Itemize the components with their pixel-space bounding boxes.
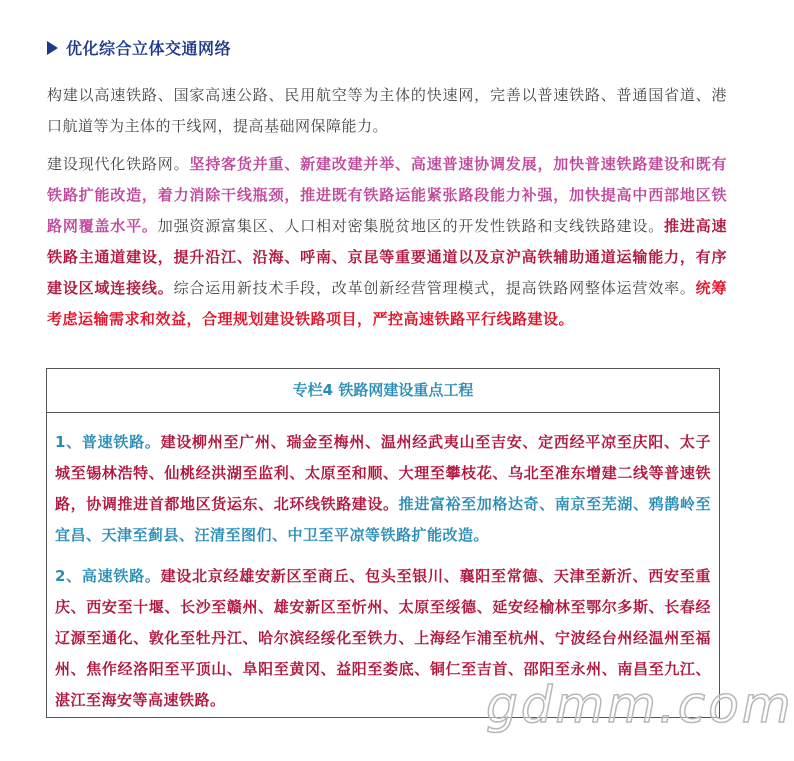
paragraph-text: 构建以高速铁路、国家高速公路、民用航空等为主体的快速网，完善以普速铁路、普通国省道、港口航道等为主体的干线网，提高基础网保障能力。: [47, 86, 727, 135]
railway-efficiency: 综合运用新技术手段，改革创新经营管理模式，提高铁路网整体运营效率。: [173, 279, 696, 297]
paragraph-transport-network: [47, 80, 727, 142]
section-heading: [47, 36, 231, 59]
section-heading-text: 优化综合立体交通网络: [66, 39, 232, 58]
item-label: 2、高速铁路。: [55, 567, 161, 585]
paragraph-railway-network: [47, 149, 727, 335]
railway-highlight-crimson: 推进高速铁路主通道建设，提升沿江、沿海、呼南、京昆等重要通道以及京沪高铁辅助通道运输能力，有序建设区域连接线。: [47, 217, 727, 297]
column-box: [46, 368, 720, 718]
watermark: gdmm.com: [486, 676, 794, 734]
item-text: 建设柳州至广州、瑞金至梅州、温州经武夷山至吉安、定西经平凉至庆阳、太子城至锡林浩特、仙桃经洪湖至监利、太原至和顺、大理至攀枝花、乌北至准东增建二线等普速铁路，协调推进首都地区货运东、北环线铁路建设。: [55, 433, 711, 513]
railway-highlight-red: 统筹考虑运输需求和效益，合理规划建设铁路项目，严控高速铁路平行线路建设。: [47, 279, 727, 328]
railway-highlight-pink: 坚持客货并重、新建改建并举、高速普速协调发展，加快普速铁路建设和既有铁路扩能改造，着力消除干线瓶颈，推进既有铁路运能紧张路段能力补强，加快提高中西部地区铁路网覆盖水平。: [47, 155, 727, 235]
item-tail: 推进富裕至加格达奇、南京至芜湖、鸦鹊岭至宜昌、天津至蓟县、汪清至图们、中卫至平凉等铁路扩能改造。: [55, 495, 711, 544]
column-box-body: [47, 413, 719, 716]
item-label: 1、普速铁路。: [55, 433, 161, 451]
railway-intro: 建设现代化铁路网。: [47, 155, 190, 173]
item-text: 建设北京经雄安新区至商丘、包头至银川、襄阳至常德、天津至新沂、西安至重庆、西安至十堰、长沙至赣州、雄安新区至忻州、太原至绥德、延安经榆林至鄂尔多斯、长春经辽源至通化、敦化至牡丹江、哈尔滨经绥化至铁力、上海经乍浦至杭州、宁波经台州经温州至福州、焦作经洛阳至平顶山、阜阳至黄冈、益阳至娄底、铜仁至吉首、邵阳至永州、南昌至九江、湛江至海安等高速铁路。: [55, 567, 711, 709]
arrow-right-icon: [47, 41, 58, 55]
column-item-conventional-rail: [55, 427, 711, 551]
railway-development: 加强资源富集区、人口相对密集脱贫地区的开发性铁路和支线铁路建设。: [157, 217, 665, 235]
column-box-title: 专栏4 铁路网建设重点工程: [47, 369, 719, 413]
